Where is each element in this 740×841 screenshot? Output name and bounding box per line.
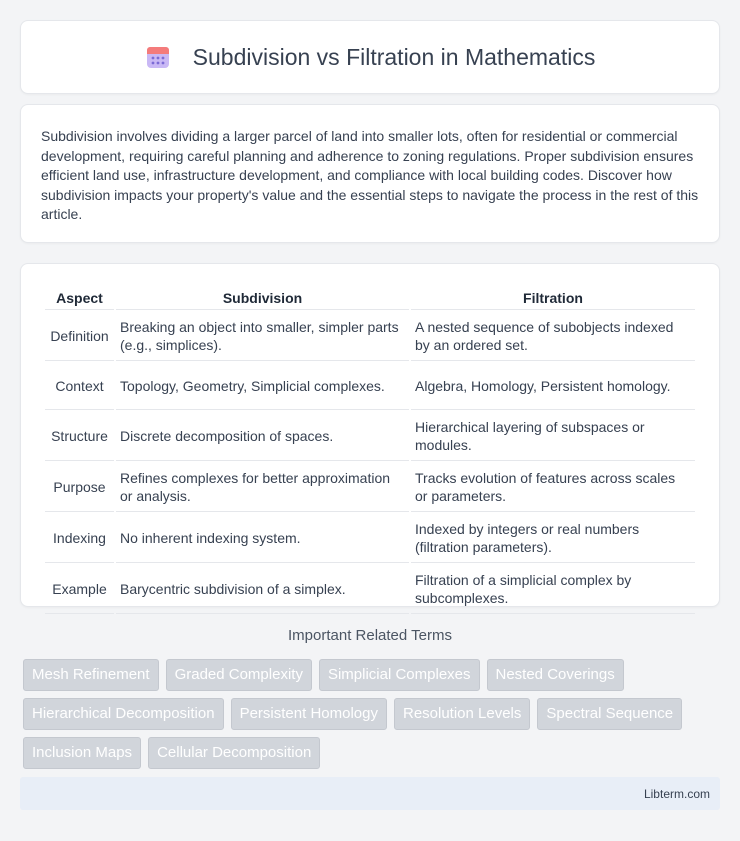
related-term-tag[interactable]: Spectral Sequence — [537, 698, 682, 730]
related-terms-list — [23, 659, 723, 769]
related-term-tag[interactable]: Persistent Homology — [231, 698, 387, 730]
cell-aspect: Definition — [45, 312, 114, 361]
cell-subdivision: Refines complexes for better approximation or analysis. — [116, 463, 409, 512]
table-row — [45, 412, 695, 461]
table-row — [45, 514, 695, 563]
related-term-tag[interactable]: Simplicial Complexes — [319, 659, 480, 691]
footer-site-link[interactable]: Libterm.com — [643, 786, 710, 801]
cell-aspect: Example — [45, 565, 114, 614]
cell-subdivision: Breaking an object into smaller, simpler parts (e.g., simplices). — [116, 312, 409, 361]
column-header-aspect: Aspect — [45, 286, 114, 310]
header-card — [20, 20, 720, 94]
cell-subdivision: Topology, Geometry, Simplicial complexes. — [116, 363, 409, 410]
table-row — [45, 312, 695, 361]
comparison-table — [43, 284, 697, 616]
table-row — [45, 363, 695, 410]
related-term-tag[interactable]: Nested Coverings — [487, 659, 624, 691]
cell-filtration: Algebra, Homology, Persistent homology. — [411, 363, 695, 410]
cell-filtration: Hierarchical layering of subspaces or modules. — [411, 412, 695, 461]
intro-text: Subdivision involves dividing a larger parcel of land into smaller lots, often for residential or commercial development, requiring careful planning and adherence to zoning regulations. Proper subdivision ensures efficient land use, infrastructure development, and compliance with local building codes. Discover how subdivision impacts your property's value and the essential steps to navigate the process in the rest of this article. — [41, 128, 699, 223]
column-header-filtration: Filtration — [411, 286, 695, 310]
intro-card — [20, 104, 720, 243]
footer — [20, 777, 720, 810]
table-row — [45, 463, 695, 512]
column-header-subdivision: Subdivision — [116, 286, 409, 310]
cell-subdivision: Discrete decomposition of spaces. — [116, 412, 409, 461]
cell-filtration: Filtration of a simplicial complex by subcomplexes. — [411, 565, 695, 614]
related-term-tag[interactable]: Inclusion Maps — [23, 737, 141, 769]
table-row — [45, 565, 695, 614]
calendar-icon — [145, 44, 171, 70]
cell-subdivision: Barycentric subdivision of a simplex. — [116, 565, 409, 614]
related-term-tag[interactable]: Mesh Refinement — [23, 659, 159, 691]
related-term-tag[interactable]: Hierarchical Decomposition — [23, 698, 224, 730]
related-term-tag[interactable]: Graded Complexity — [166, 659, 312, 691]
related-term-tag[interactable]: Cellular Decomposition — [148, 737, 320, 769]
cell-aspect: Indexing — [45, 514, 114, 563]
cell-aspect: Purpose — [45, 463, 114, 512]
cell-subdivision: No inherent indexing system. — [116, 514, 409, 563]
related-term-tag[interactable]: Resolution Levels — [394, 698, 530, 730]
related-terms-title: Important Related Terms — [288, 627, 452, 644]
cell-filtration: Tracks evolution of features across scales or parameters. — [411, 463, 695, 512]
cell-filtration: A nested sequence of subobjects indexed by an ordered set. — [411, 312, 695, 361]
table-header-row — [45, 286, 695, 310]
cell-aspect: Context — [45, 363, 114, 410]
cell-filtration: Indexed by integers or real numbers (filtration parameters). — [411, 514, 695, 563]
cell-aspect: Structure — [45, 412, 114, 461]
page-title: Subdivision vs Filtration in Mathematics — [192, 43, 596, 70]
comparison-table-card — [20, 263, 720, 607]
